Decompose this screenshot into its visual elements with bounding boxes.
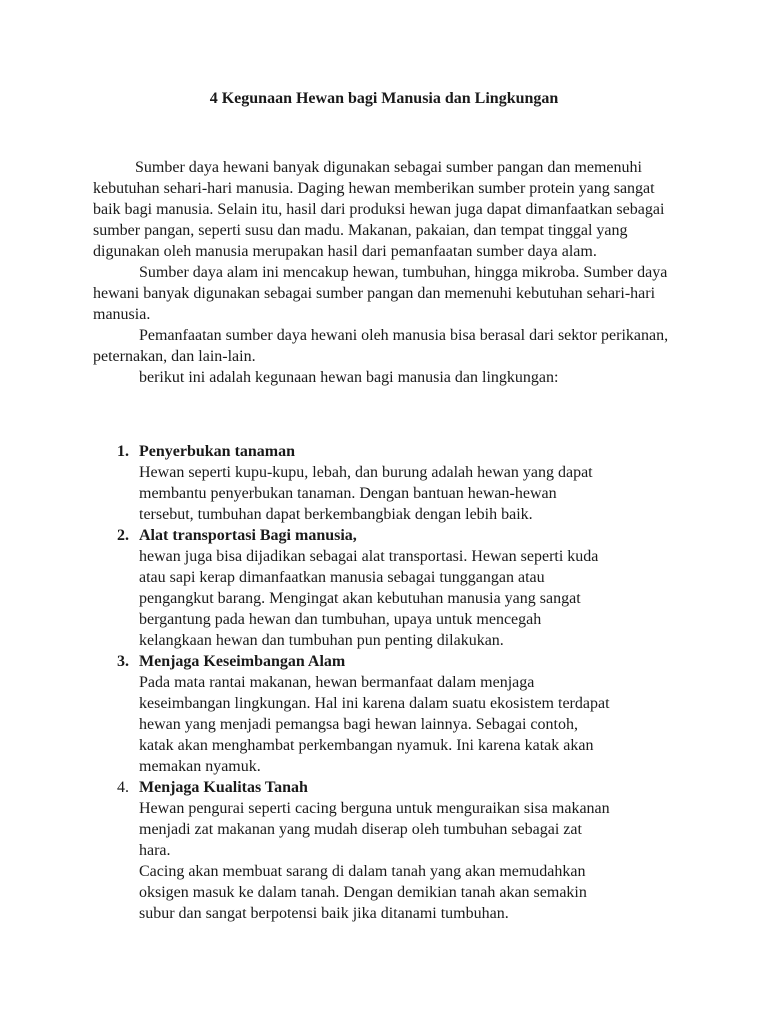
list-line: Hewan pengurai seperti cacing berguna untuk menguraikan sisa makanan (139, 800, 610, 817)
intro-paragraph-4: berikut ini adalah kegunaan hewan bagi manusia dan lingkungan: (139, 369, 559, 386)
list-line: atau sapi kerap dimanfaatkan manusia sebagai tunggangan atau (139, 569, 545, 586)
list-number: 3. (117, 653, 129, 670)
list-line: membantu penyerbukan tanaman. Dengan bantuan hewan-hewan (139, 485, 557, 502)
list-heading: Penyerbukan tanaman (139, 443, 296, 460)
list-heading: Menjaga Kualitas Tanah (139, 779, 308, 796)
list-number: 1. (117, 443, 129, 460)
intro-paragraph-2: Sumber daya alam ini mencakup hewan, tumbuhan, hingga mikroba. Sumber daya hewani banyak digunakan sebagai sumber pangan dan memenuhi kebutuhan sehari-hari manusia. (93, 264, 668, 323)
list-line: bergantung pada hewan dan tumbuhan, upaya untuk mencegah (139, 611, 542, 628)
list-line: tersebut, tumbuhan dapat berkembangbiak dengan lebih baik. (139, 506, 533, 523)
list-line: Pada mata rantai makanan, hewan bermanfaat dalam menjaga (139, 674, 535, 691)
list-line: hewan yang menjadi pemangsa bagi hewan lainnya. Sebagai contoh, (139, 716, 578, 733)
document-title: 4 Kegunaan Hewan bagi Manusia dan Lingkungan (209, 90, 559, 107)
list-line: Hewan seperti kupu-kupu, lebah, dan burung adalah hewan yang dapat (139, 464, 593, 481)
list-number: 4. (117, 779, 129, 796)
list-line: pengangkut barang. Mengingat akan kebutuhan manusia yang sangat (139, 590, 581, 607)
list-item-4 (93, 777, 683, 924)
list-item-1 (93, 441, 683, 525)
list-heading: Alat transportasi Bagi manusia, (139, 527, 357, 544)
list-line: subur dan sangat berpotensi baik jika ditanami tumbuhan. (139, 905, 509, 922)
list-line: kelangkaan hewan dan tumbuhan pun penting dilakukan. (139, 632, 504, 649)
intro-paragraph-3: Pemanfaatan sumber daya hewani oleh manusia bisa berasal dari sektor perikanan, peternakan, dan lain-lain. (93, 327, 669, 365)
list-line: menjadi zat makanan yang mudah diserap oleh tumbuhan sebagai zat (139, 821, 582, 838)
list-line: Cacing akan membuat sarang di dalam tanah yang akan memudahkan (139, 863, 586, 880)
list-heading: Menjaga Keseimbangan Alam (139, 653, 346, 670)
list-line: keseimbangan lingkungan. Hal ini karena dalam suatu ekosistem terdapat (139, 695, 610, 712)
list-line: katak akan menghambat perkembangan nyamuk. Ini karena katak akan (139, 737, 594, 754)
list-line: hewan juga bisa dijadikan sebagai alat transportasi. Hewan seperti kuda (139, 548, 599, 565)
list-line: hara. (139, 842, 171, 859)
intro-section (93, 157, 683, 388)
benefits-list (93, 441, 683, 924)
list-line: memakan nyamuk. (139, 758, 261, 775)
list-line: oksigen masuk ke dalam tanah. Dengan demikian tanah akan semakin (139, 884, 587, 901)
list-item-3 (93, 651, 683, 777)
list-number: 2. (117, 527, 129, 544)
list-item-2 (93, 525, 683, 651)
intro-paragraph-1: Sumber daya hewani banyak digunakan sebagai sumber pangan dan memenuhi kebutuhan sehari-hari manusia. Daging hewan memberikan sumber protein yang sangat baik bagi manusia. Selain itu, hasil dari produksi hewan juga dapat dimanfaatkan sebagai sumber pangan, seperti susu dan madu. Makanan, pakaian, dan tempat tinggal yang digunakan oleh manusia merupakan hasil dari pemanfaatan sumber daya alam. (93, 159, 665, 260)
